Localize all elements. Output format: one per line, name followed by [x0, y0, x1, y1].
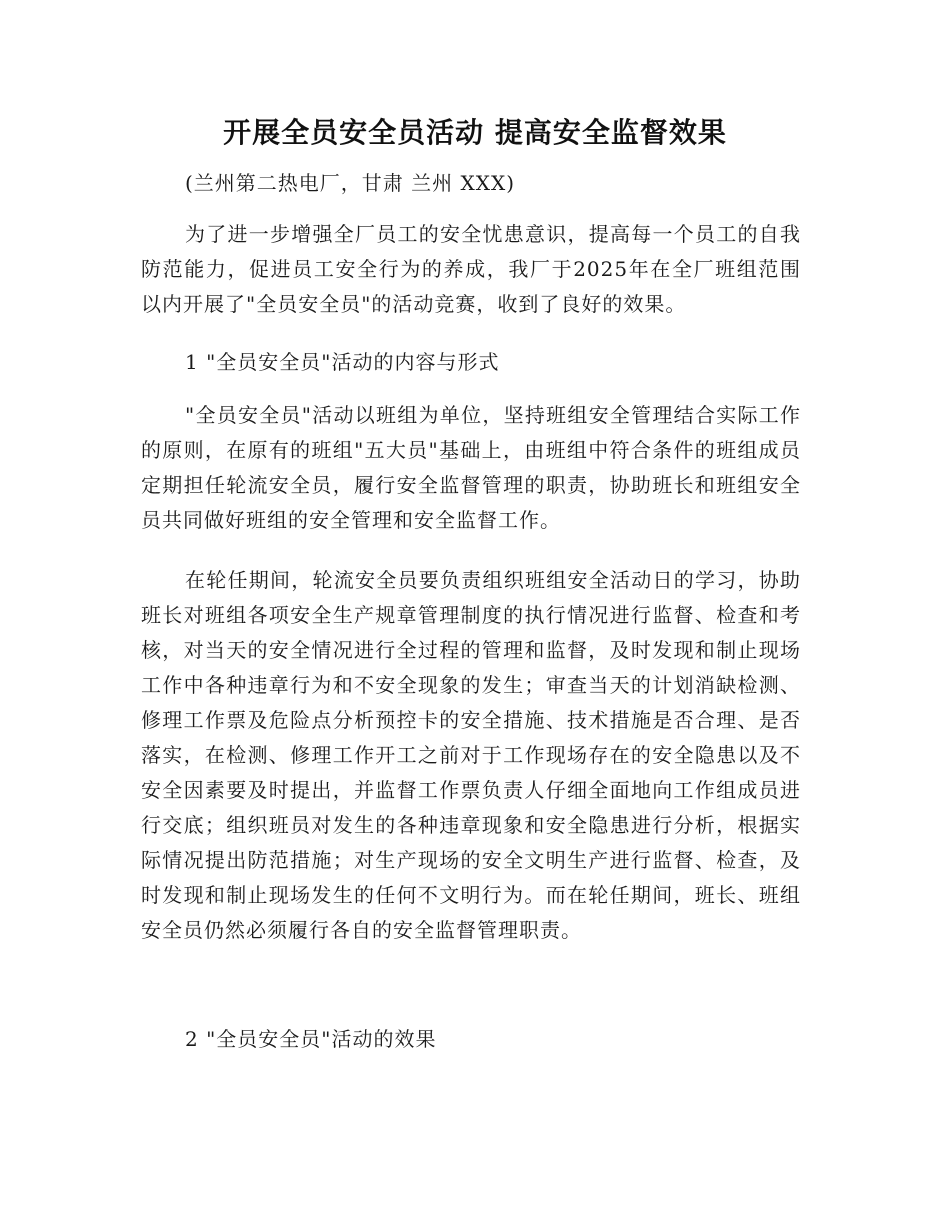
- author-affiliation: (兰州第二热电厂，甘肃 兰州 XXX): [185, 171, 516, 195]
- paragraph-activity-description: "全员安全员"活动以班组为单位，坚持班组安全管理结合实际工作的原则，在原有的班组"五大员"基础上，由班组中符合条件的班组成员定期担任轮流安全员，履行安全监督管理的职责，协助班长和班组安全员共同做好班组的安全管理和安全监督工作。: [141, 403, 801, 532]
- document-title: 开展全员安全员活动 提高安全监督效果: [223, 116, 727, 149]
- paragraph-duties: 在轮任期间，轮流安全员要负责组织班组安全活动日的学习，协助班长对班组各项安全生产规章管理制度的执行情况进行监督、检查和考核，对当天的安全情况进行全过程的管理和监督，及时发现和制止现场工作中各种违章行为和不安全现象的发生；审查当天的计划消缺检测、修理工作票及危险点分析预控卡的安全措施、技术措施是否合理、是否落实，在检测、修理工作开工之前对于工作现场存在的安全隐患以及不安全因素要及时提出，并监督工作票负责人仔细全面地向工作组成员进行交底；组织班员对发生的各种违章现象和安全隐患进行分析，根据实际情况提出防范措施；对生产现场的安全文明生产进行监督、检查，及时发现和制止现场发生的任何不文明行为。而在轮任期间，班长、班组安全员仍然必须履行各自的安全监督管理职责。: [141, 568, 801, 942]
- section-heading-1: 1 "全员安全员"活动的内容与形式: [185, 350, 500, 374]
- section-heading-2: 2 "全员安全员"活动的效果: [185, 1027, 437, 1051]
- paragraph-intro: 为了进一步增强全厂员工的安全忧患意识，提高每一个员工的自我防范能力，促进员工安全行为的养成，我厂于2025年在全厂班组范围以内开展了"全员安全员"的活动竞赛，收到了良好的效果。: [141, 222, 801, 316]
